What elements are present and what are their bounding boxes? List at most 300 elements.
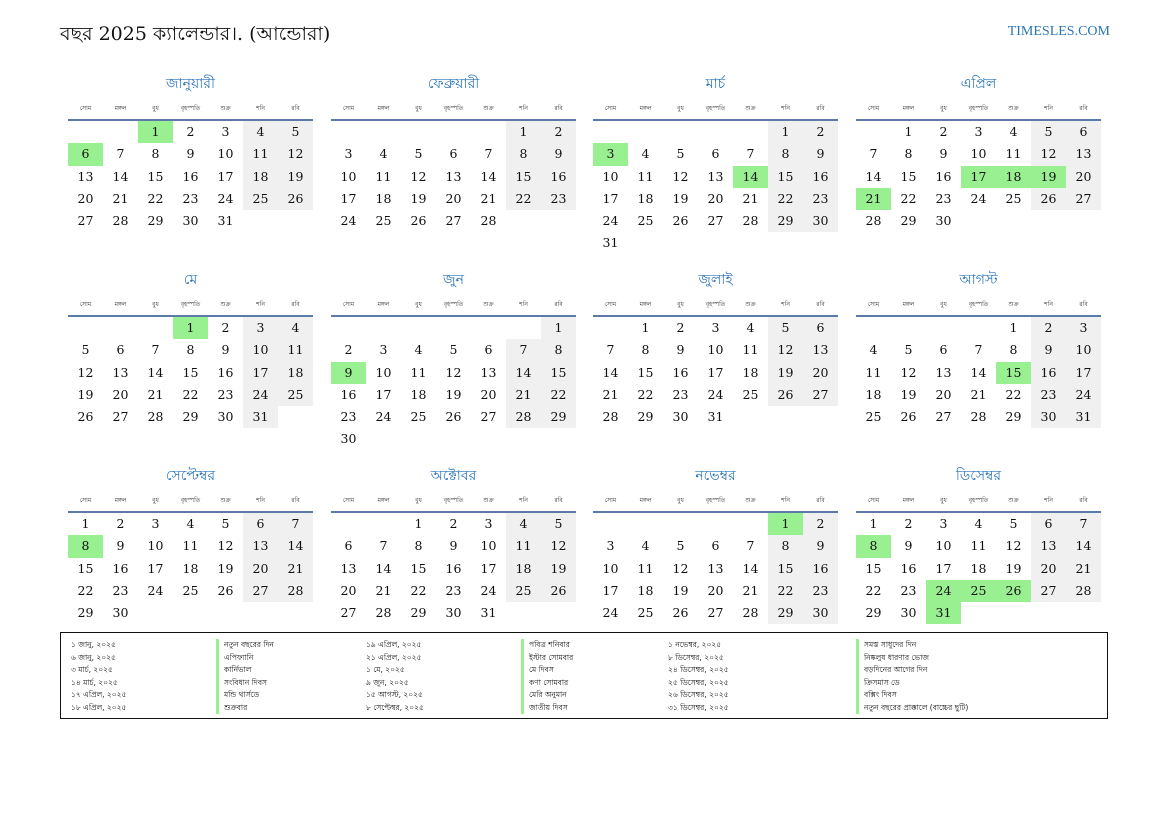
day-cell: 5 [278,121,313,143]
weekday-label: মঙ্গল [377,496,390,504]
day-cell: 5 [1009,516,1018,531]
legend-holiday-name: নিষ্কলুষ ধারণার ভোজ [856,652,968,665]
day-cell: 19 [77,386,94,402]
day-cell: 27 [445,213,462,229]
weekday-label: শনি [256,300,265,308]
day-cell: 13 [112,364,129,380]
empty-cell [401,317,436,339]
legend-date: ২১ এপ্রিল, ২০২৫ [366,652,422,662]
day-cell: 1 [1009,320,1018,335]
weekday-label: শুক্র [745,496,756,504]
weekday-label: শুক্র [483,104,494,112]
day-cell: 10 [147,538,164,554]
weekday-label: বুধ [415,496,422,504]
empty-cell [856,121,891,143]
legend-names-col-3 [856,639,968,714]
day-cell: 16 [803,558,838,580]
legend-holiday-name: কার্নিভাল [216,664,274,677]
day-grid [856,317,1101,428]
empty-cell [593,513,628,535]
day-cell: 18 [410,386,427,402]
day-cell: 1 [768,121,803,143]
day-cell: 24 [480,582,497,598]
day-cell: 25 [742,386,759,402]
weekday-label: বুধ [677,300,684,308]
weekday-header [856,293,1101,317]
weekday-label: বৃহস্পতি [968,104,989,112]
day-cell: 6 [116,342,125,358]
day-cell: 14 [480,168,497,184]
day-cell: 17 [1066,362,1101,384]
day-cell: 5 [449,342,458,358]
day-cell: 26 [541,580,576,602]
day-cell: 15 [768,166,803,188]
day-cell: 1 [641,320,650,335]
legend-date: ২৬ ডিসেম্বর, ২০২৫ [668,690,729,699]
day-cell: 11 [637,560,654,576]
day-cell: 6 [484,342,493,358]
day-cell: 3 [974,124,983,139]
day-cell: 16 [445,560,462,576]
day-cell: 16 [112,560,129,576]
day-cell: 17 [375,386,392,402]
day-cell: 19 [410,190,427,206]
day-cell: 22 [768,580,803,602]
day-cell: 25 [506,580,541,602]
day-cell: 27 [112,409,129,425]
day-cell: 28 [742,605,759,621]
day-cell: 9 [676,342,685,358]
day-cell: 11 [742,342,759,358]
day-cell: 27 [243,580,278,602]
weekday-label: বৃহস্পতি [968,300,989,308]
weekday-header [331,97,576,121]
day-cell: 9 [803,535,838,557]
day-cell: 26 [1031,188,1066,210]
day-cell: 18 [278,362,313,384]
day-cell: 22 [506,188,541,210]
day-cell: 24 [217,190,234,206]
empty-cell [663,513,698,535]
day-cell: 2 [221,320,230,335]
legend-holiday-name: মন্ডি থার্সডে [216,689,274,702]
weekday-label: রবি [554,300,563,308]
day-cell: 9 [331,362,366,384]
day-cell: 28 [147,409,164,425]
weekday-label: সোম [867,300,880,308]
weekday-label: রবি [291,300,300,308]
day-cell: 11 [243,143,278,165]
weekday-label: বৃহস্পতি [180,496,201,504]
day-cell: 4 [974,516,983,531]
day-cell: 15 [865,560,882,576]
day-cell: 27 [707,605,724,621]
day-cell: 28 [112,213,129,229]
day-cell: 19 [1005,560,1022,576]
day-cell: 25 [182,582,199,598]
day-cell: 15 [637,364,654,380]
weekday-header [593,97,838,121]
month-block [68,465,313,624]
day-cell: 25 [243,188,278,210]
month-block [331,465,576,624]
day-cell: 3 [711,320,720,335]
day-cell: 13 [707,560,724,576]
day-cell: 28 [865,213,882,229]
weekday-label: বুধ [415,300,422,308]
day-cell: 9 [541,143,576,165]
day-cell: 21 [742,190,759,206]
day-cell: 27 [1031,580,1066,602]
day-cell: 8 [506,143,541,165]
weekday-label: শনি [1044,104,1053,112]
day-cell: 8 [1009,342,1018,358]
weekday-header [593,489,838,513]
day-grid [856,513,1101,624]
day-cell: 11 [506,535,541,557]
day-cell: 19 [278,166,313,188]
day-cell: 6 [449,146,458,162]
day-grid [593,317,838,428]
day-cell: 3 [939,516,948,531]
day-cell: 4 [414,342,423,358]
legend-names-col-1 [216,639,274,714]
day-cell: 25 [865,409,882,425]
day-cell: 3 [1066,317,1101,339]
day-cell: 15 [996,362,1031,384]
day-cell: 28 [506,406,541,428]
legend-date: ৩১ ডিসেম্বর, ২০২৫ [668,702,729,712]
day-cell: 23 [1031,384,1066,406]
empty-cell [733,513,768,535]
day-cell: 20 [1066,166,1101,188]
day-cell: 10 [602,560,619,576]
day-cell: 31 [926,602,961,624]
day-cell: 26 [445,409,462,425]
day-cell: 25 [637,605,654,621]
day-cell: 5 [768,317,803,339]
day-cell: 29 [182,409,199,425]
day-cell: 8 [641,342,650,358]
day-cell: 27 [1066,188,1101,210]
day-cell: 27 [480,409,497,425]
day-cell: 29 [77,605,94,621]
day-cell: 27 [803,384,838,406]
legend-dates-col-1 [71,639,126,714]
weekday-header [856,97,1101,121]
empty-cell [331,317,366,339]
day-cell: 3 [243,317,278,339]
day-cell: 16 [803,166,838,188]
day-cell: 17 [961,166,996,188]
weekday-label: সোম [79,104,92,112]
day-cell: 21 [1066,558,1101,580]
month-title: আগস্ট [959,272,998,288]
day-cell: 23 [803,188,838,210]
day-cell: 14 [278,535,313,557]
weekday-label: রবি [554,104,563,112]
day-cell: 15 [410,560,427,576]
day-cell: 1 [138,121,173,143]
day-cell: 30 [672,409,689,425]
day-cell: 21 [970,386,987,402]
month-title: অক্টোবর [430,468,477,484]
day-cell: 16 [340,386,357,402]
day-cell: 7 [606,342,615,358]
day-cell: 29 [1005,409,1022,425]
day-cell: 11 [865,364,882,380]
day-cell: 7 [278,513,313,535]
day-cell: 10 [340,168,357,184]
day-cell: 4 [746,320,755,335]
weekday-header [68,293,313,317]
weekday-label: শুক্র [220,496,231,504]
month-block [593,73,838,255]
day-cell: 17 [602,582,619,598]
day-cell: 9 [186,146,195,162]
day-cell: 20 [243,558,278,580]
weekday-label: বুধ [152,104,159,112]
day-cell: 14 [375,560,392,576]
legend-holiday-name: সমস্ত সাধুদের দিন [856,639,968,652]
weekday-header [68,489,313,513]
month-title: নভেম্বর [695,468,736,484]
day-cell: 21 [506,384,541,406]
empty-cell [366,317,401,339]
day-cell: 7 [484,146,493,162]
day-cell: 29 [865,605,882,621]
empty-cell [593,121,628,143]
day-cell: 7 [746,146,755,162]
day-cell: 28 [970,409,987,425]
day-cell: 2 [676,320,685,335]
day-cell: 24 [707,386,724,402]
day-cell: 26 [278,188,313,210]
day-cell: 16 [672,364,689,380]
month-title: মার্চ [705,76,726,92]
day-cell: 3 [221,124,230,139]
weekday-label: বুধ [152,496,159,504]
legend-holiday-name: নতুন বছরের প্রাক্কালে (বাচ্চের ছুটি) [856,702,968,715]
day-cell: 13 [445,168,462,184]
day-cell: 4 [186,516,195,531]
day-cell: 26 [672,213,689,229]
weekday-label: শনি [256,496,265,504]
day-cell: 8 [768,535,803,557]
day-cell: 4 [379,146,388,162]
day-cell: 31 [243,406,278,428]
day-cell: 25 [278,384,313,406]
weekday-label: মঙ্গল [377,300,390,308]
day-cell: 19 [672,190,689,206]
day-cell: 17 [602,190,619,206]
legend-date: ৯ জুন, ২০২৫ [366,677,409,687]
weekday-label: শনি [519,496,528,504]
day-cell: 6 [711,146,720,162]
weekday-label: বৃহস্পতি [443,300,464,308]
empty-cell [506,317,541,339]
day-cell: 20 [445,190,462,206]
day-cell: 2 [803,121,838,143]
weekday-label: মঙ্গল [114,496,127,504]
day-cell: 13 [480,364,497,380]
day-cell: 26 [672,605,689,621]
month-title: জুন [443,272,464,288]
legend-holiday-name: ক্রিসমাস ডে [856,677,968,690]
legend-holiday-name: বড়দিনের আগের দিন [856,664,968,677]
day-cell: 30 [340,431,357,447]
legend-date: ১৯ এপ্রিল, ২০২৫ [366,640,422,649]
day-cell: 20 [480,386,497,402]
day-cell: 7 [869,146,878,162]
month-block [68,73,313,232]
day-cell: 14 [506,362,541,384]
day-cell: 8 [541,339,576,361]
day-cell: 7 [379,538,388,554]
day-cell: 9 [221,342,230,358]
day-cell: 28 [480,213,497,229]
legend-holiday-name: ইস্টার সোমবার [521,652,573,665]
weekday-label: রবি [816,300,825,308]
day-cell: 25 [1005,190,1022,206]
day-cell: 20 [935,386,952,402]
day-cell: 11 [278,339,313,361]
legend-holiday-name: এপিফ্যানি [216,652,274,665]
day-cell: 24 [243,384,278,406]
day-cell: 31 [707,409,724,425]
weekday-label: সোম [604,300,617,308]
day-cell: 27 [340,605,357,621]
day-grid [856,121,1101,232]
day-cell: 13 [243,535,278,557]
day-cell: 5 [676,538,685,554]
weekday-label: রবি [816,496,825,504]
day-cell: 15 [77,560,94,576]
day-cell: 31 [602,235,619,251]
day-cell: 20 [77,190,94,206]
day-cell: 6 [1031,513,1066,535]
day-cell: 26 [996,580,1031,602]
day-cell: 24 [602,605,619,621]
day-cell: 18 [182,560,199,576]
weekday-label: সোম [342,104,355,112]
day-cell: 2 [541,121,576,143]
day-cell: 29 [900,213,917,229]
day-cell: 30 [935,213,952,229]
day-cell: 19 [900,386,917,402]
day-cell: 25 [637,213,654,229]
day-cell: 18 [637,582,654,598]
day-cell: 5 [81,342,90,358]
weekday-label: শনি [256,104,265,112]
day-cell: 12 [278,143,313,165]
day-cell: 15 [182,364,199,380]
day-cell: 6 [803,317,838,339]
day-cell: 24 [602,213,619,229]
day-cell: 23 [935,190,952,206]
legend-date: ২৫ ডিসেম্বর, ২০২৫ [668,677,729,687]
empty-cell [138,317,173,339]
legend-date: ৮ ডিসেম্বর, ২০২৫ [668,652,724,662]
day-cell: 31 [217,213,234,229]
day-cell: 14 [865,168,882,184]
empty-cell [401,121,436,143]
day-cell: 8 [768,143,803,165]
legend-date: ১৪ মার্চ, ২০২৫ [71,677,118,687]
legend-date: ৩ মার্চ, ২০২৫ [71,665,113,674]
site-brand-link[interactable]: TIMESLES.COM [1007,24,1110,39]
day-cell: 17 [340,190,357,206]
legend-holiday-name: সংবিধান দিবস [216,677,274,690]
day-cell: 10 [707,342,724,358]
day-cell: 22 [900,190,917,206]
empty-cell [961,317,996,339]
day-cell: 19 [217,560,234,576]
weekday-label: বুধ [940,104,947,112]
month-title: এপ্রিল [960,76,997,92]
month-title: মে [183,272,198,288]
day-grid [331,513,576,624]
day-cell: 29 [768,210,803,232]
day-cell: 2 [344,342,353,358]
day-cell: 14 [970,364,987,380]
day-cell: 14 [602,364,619,380]
day-cell: 11 [970,538,987,554]
day-cell: 18 [996,166,1031,188]
day-cell: 15 [768,558,803,580]
day-cell: 9 [116,538,125,554]
day-cell: 30 [445,605,462,621]
day-cell: 28 [278,580,313,602]
day-cell: 27 [77,213,94,229]
day-cell: 5 [676,146,685,162]
day-cell: 21 [147,386,164,402]
day-cell: 10 [602,168,619,184]
day-cell: 2 [904,516,913,531]
day-cell: 13 [707,168,724,184]
day-cell: 6 [243,513,278,535]
day-cell: 18 [742,364,759,380]
day-cell: 14 [742,560,759,576]
day-cell: 6 [344,538,353,554]
day-cell: 19 [1031,166,1066,188]
weekday-label: রবি [1079,300,1088,308]
day-cell: 29 [541,406,576,428]
day-cell: 9 [939,146,948,162]
empty-cell [68,121,103,143]
day-cell: 20 [803,362,838,384]
day-cell: 26 [900,409,917,425]
weekday-label: শুক্র [220,104,231,112]
weekday-label: বৃহস্পতি [705,104,726,112]
weekday-label: মঙ্গল [639,300,652,308]
day-cell: 22 [410,582,427,598]
day-cell: 7 [746,538,755,554]
legend-date: ১৫ আগস্ট, ২০২৫ [366,690,423,699]
day-cell: 23 [217,386,234,402]
month-block [331,269,576,451]
weekday-label: রবি [1079,496,1088,504]
day-cell: 20 [340,582,357,598]
weekday-label: বৃহস্পতি [705,300,726,308]
legend-date: ২৪ ডিসেম্বর, ২০২৫ [668,665,729,674]
weekday-label: শনি [781,496,790,504]
day-cell: 22 [637,386,654,402]
day-cell: 1 [904,124,913,139]
day-cell: 26 [217,582,234,598]
day-cell: 1 [768,513,803,535]
day-cell: 30 [217,409,234,425]
